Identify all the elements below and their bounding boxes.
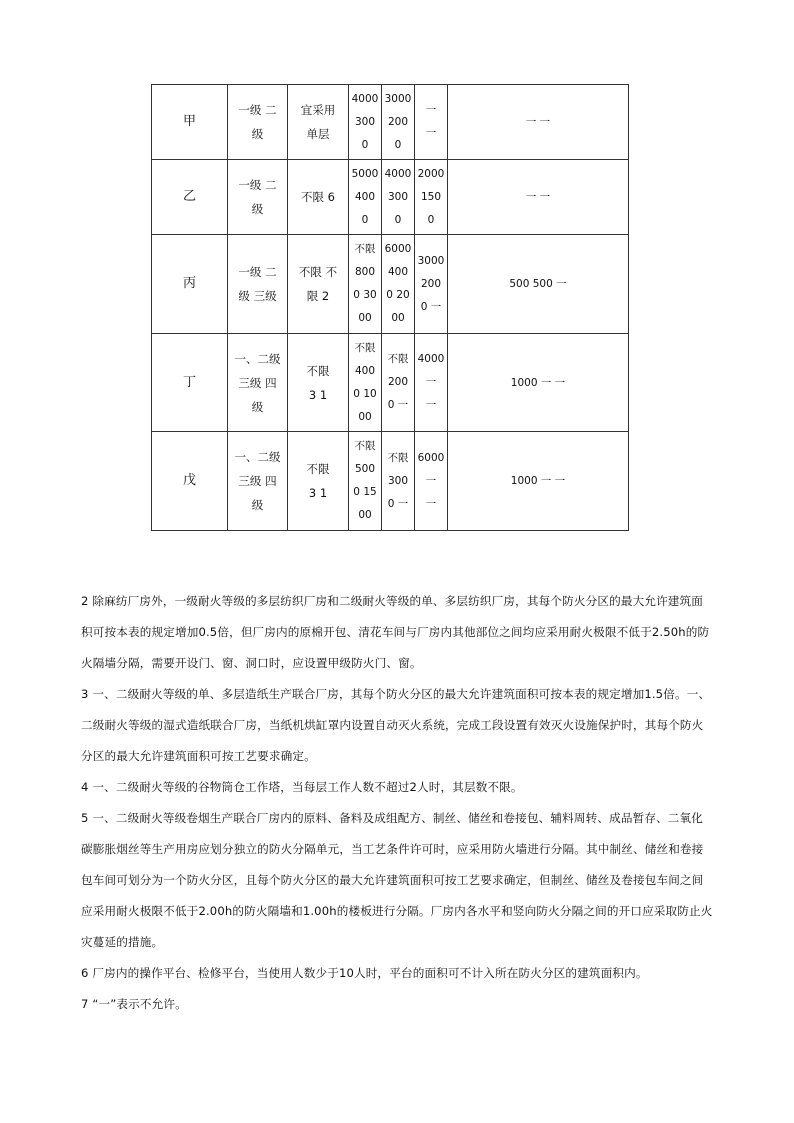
area-cell: 不限 300 0 一 [382, 432, 415, 531]
category-cell: 戊 [152, 432, 228, 531]
area-cell: 不限 400 0 10 00 [349, 334, 382, 432]
category-cell: 丁 [152, 334, 228, 432]
area-cell: 4000 300 0 [349, 85, 382, 160]
category-cell: 甲 [152, 85, 228, 160]
note-7: 7 “一”表示不允许。 [81, 997, 187, 1011]
area-cell: 3000 200 0 [382, 85, 415, 160]
area-cell: 5000 400 0 [349, 160, 382, 235]
area-cell: 3000 200 0 一 [415, 235, 448, 334]
underground-area-cell: 一 一 [448, 160, 629, 235]
area-cell: 不限 800 0 30 00 [349, 235, 382, 334]
table-row [152, 432, 629, 531]
fire-grade-cell: 一、二级 三级 四 级 [228, 432, 288, 531]
area-cell: 不限 200 0 一 [382, 334, 415, 432]
area-cell: 6000 一 一 [415, 432, 448, 531]
floors-cell: 宜采用 单层 [288, 85, 349, 160]
underground-area-cell: 一 一 [448, 85, 629, 160]
area-cell: 一 一 [415, 85, 448, 160]
underground-area-cell: 1000 一 一 [448, 334, 629, 432]
floors-cell: 不限 3 1 [288, 432, 349, 531]
note-4: 4 一、二级耐火等级的谷物筒仓工作塔，当每层工作人数不超过2人时，其层数不限。 [81, 780, 523, 794]
table-row [152, 235, 629, 334]
floors-cell: 不限 6 [288, 160, 349, 235]
category-cell: 丙 [152, 235, 228, 334]
table-row [152, 160, 629, 235]
table-notes [81, 586, 713, 1020]
note-3: 3 一、二级耐火等级的单、多层造纸生产联合厂房，其每个防火分区的最大允许建筑面积可按本表的规定增加1.5倍。一、二级耐火等级的湿式造纸联合厂房，当纸机烘缸罩内设置自动灭火系统，完成工段设置有效灭火设施保护时，其每个防火分区的最大允许建筑面积可按工艺要求确定。 [81, 687, 711, 763]
category-cell: 乙 [152, 160, 228, 235]
fire-compartment-table [151, 84, 629, 531]
area-cell: 4000 一 一 [415, 334, 448, 432]
fire-grade-cell: 一级 二 级 [228, 160, 288, 235]
table-row [152, 85, 629, 160]
note-2: 2 除麻纺厂房外，一级耐火等级的多层纺织厂房和二级耐火等级的单、多层纺织厂房，其每个防火分区的最大允许建筑面积可按本表的规定增加0.5倍，但厂房内的原棉开包、清花车间与厂房内其他部位之间均应采用耐火极限不低于2.50h的防火隔墙分隔，需要开设门、窗、洞口时，应设置甲级防火门、窗。 [81, 594, 710, 670]
table-row [152, 334, 629, 432]
fire-grade-cell: 一级 二 级 [228, 85, 288, 160]
fire-grade-cell: 一、二级 三级 四 级 [228, 334, 288, 432]
floors-cell: 不限 不 限 2 [288, 235, 349, 334]
note-5: 5 一、二级耐火等级卷烟生产联合厂房内的原料、备料及成组配方、制丝、储丝和卷接包、辅料周转、成品暂存、二氧化碳膨胀烟丝等生产用房应划分独立的防火分隔单元，当工艺条件许可时，应采用防火墙进行分隔。其中制丝、储丝和卷接包车间可划分为一个防火分区，且每个防火分区的最大允许建筑面积可按工艺要求确定，但制丝、储丝及卷接包车间之间应采用耐火极限不低于2.00h的防火隔墙和1.00h的楼板进行分隔。厂房内各水平和竖向防火分隔之间的开口应采取防止火灾蔓延的措施。 [81, 811, 713, 949]
area-cell: 不限 500 0 15 00 [349, 432, 382, 531]
fire-grade-cell: 一级 二 级 三级 [228, 235, 288, 334]
area-cell: 4000 300 0 [382, 160, 415, 235]
floors-cell: 不限 3 1 [288, 334, 349, 432]
area-cell: 6000 400 0 20 00 [382, 235, 415, 334]
note-6: 6 厂房内的操作平台、检修平台，当使用人数少于10人时，平台的面积可不计入所在防火分区的建筑面积内。 [81, 966, 648, 980]
underground-area-cell: 500 500 一 [448, 235, 629, 334]
underground-area-cell: 1000 一 一 [448, 432, 629, 531]
area-cell: 2000 150 0 [415, 160, 448, 235]
